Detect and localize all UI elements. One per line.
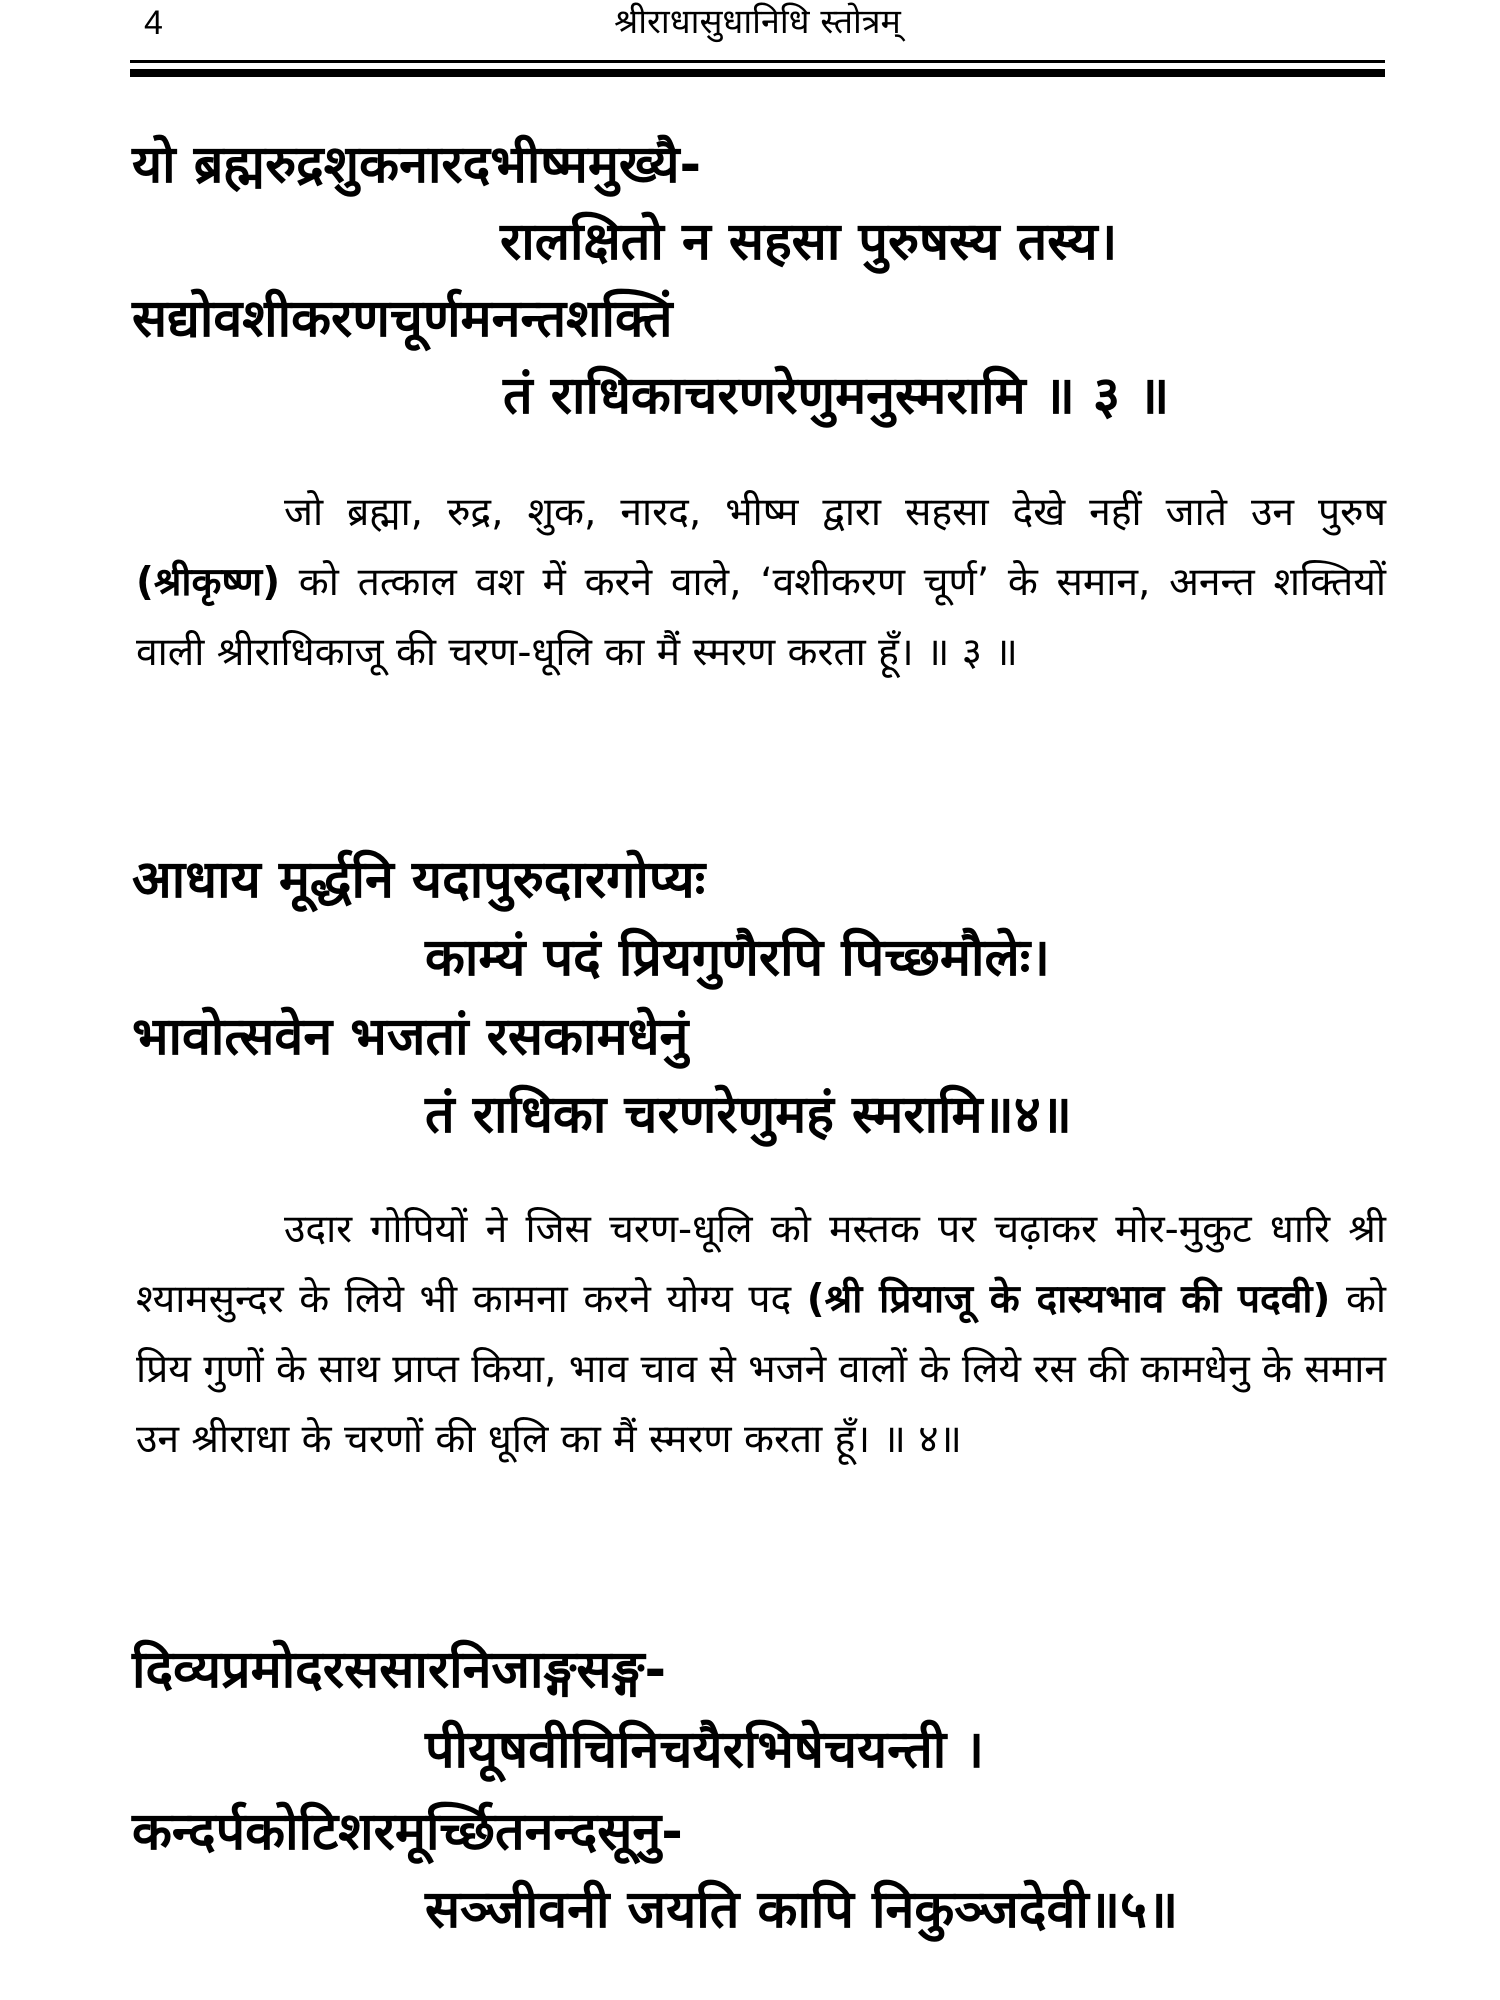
header-rule-thin (130, 60, 1385, 63)
meaning-3-bold: (श्रीकृष्ण) (136, 560, 281, 605)
meaning-3-text-a: जो ब्रह्मा, रुद्र, शुक, नारद, भीष्म द्वारा सहसा देखे नहीं जाते उन पुरुष (284, 490, 1386, 535)
meaning-4-text-b: को प्रिय गुणों के साथ प्राप्त किया, भाव चाव से भजने वालों के लिये रस की कामधेनु के समान उन श्रीराधा के चरणों की धूलि का मैं स्मरण करता हूँ। ॥ ४॥ (136, 1277, 1387, 1462)
page-number: 4 (144, 4, 163, 42)
meaning-4-text-a: उदार गोपियों ने जिस चरण-धूलि को मस्तक पर चढ़ाकर मोर-मुकुट धारि श्री श्यामसुन्दर के लिये भी कामना करने योग्य पद (136, 1207, 1386, 1322)
verse-5-line-2: पीयूषवीचिनिचयैरभिषेचयन्ती । (425, 1720, 985, 1780)
page-header (130, 0, 1385, 48)
meaning-3-paragraph (136, 478, 1386, 688)
verse-3-line-2: रालक्षितो न सहसा पुरुषस्य तस्य। (500, 212, 1118, 272)
running-title: श्रीराधासुधानिधि स्तोत्रम् (614, 2, 901, 42)
verse-5-line-3: कन्दर्पकोटिशरमूर्च्छितनन्दसूनु- (132, 1802, 683, 1862)
header-rule-thick (130, 69, 1385, 77)
meaning-3-text-b: को तत्काल वश में करने वाले, ‘वशीकरण चूर्ण’ के समान, अनन्त शक्तियों वाली श्रीराधिकाजू की चरण-धूलि का मैं स्मरण करता हूँ। ॥ ३ ॥ (136, 560, 1386, 675)
meaning-4-paragraph (136, 1195, 1386, 1475)
verse-3-line-3: सद्योवशीकरणचूर्णमनन्तशक्तिं (132, 289, 673, 349)
verse-5-line-1: दिव्यप्रमोदरससारनिजाङ्गसङ्ग- (132, 1640, 667, 1700)
verse-4-line-1: आधाय मूर्द्धनि यदापुरुदारगोप्यः (132, 850, 706, 910)
verse-4-line-4: तं राधिका चरणरेणुमहं स्मरामि॥४॥ (425, 1085, 1072, 1145)
verse-4-line-3: भावोत्सवेन भजतां रसकामधेनुं (132, 1007, 689, 1067)
verse-3-line-1: यो ब्रह्मरुद्रशुकनारदभीष्ममुख्यै- (132, 135, 702, 195)
meaning-4-bold: (श्री प्रियाजू के दास्यभाव की पदवी) (806, 1277, 1331, 1322)
verse-3-line-4: तं राधिकाचरणरेणुमनुस्मरामि ॥ ३ ॥ (503, 366, 1170, 426)
verse-5-line-4: सञ्जीवनी जयति कापि निकुञ्जदेवी॥५॥ (425, 1880, 1179, 1940)
verse-4-line-2: काम्यं पदं प्रियगुणैरपि पिच्छमौलेः। (425, 928, 1050, 988)
